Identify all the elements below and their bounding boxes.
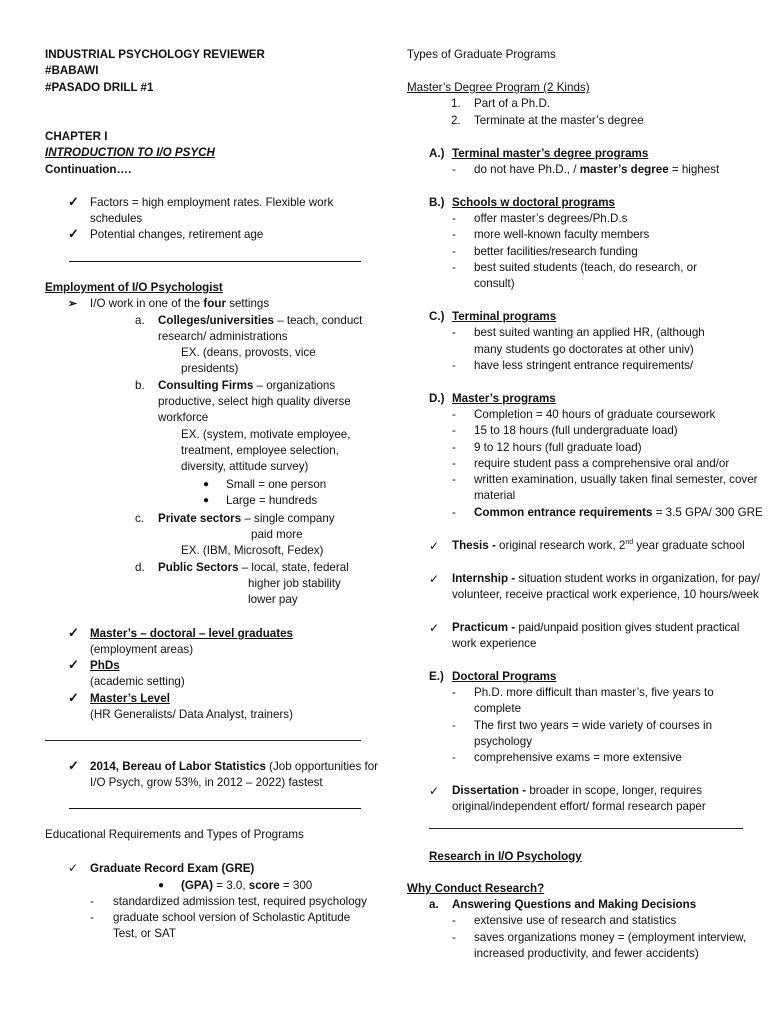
consulting-example: EX. (system, motivate employee, <box>181 428 351 441</box>
internship-text-cont: volunteer, receive practical work experience, 10 hours/week <box>452 588 759 601</box>
setting-colleges: Colleges/universities – teach, conduct <box>158 314 363 327</box>
setting-public-desc: higher job stability <box>248 577 341 590</box>
list-item: extensive use of research and statistics <box>474 914 677 927</box>
types-heading: Types of Graduate Programs <box>407 48 556 61</box>
bls-text: 2014, Bereau of Labor Statistics (Job opportunities for <box>90 760 379 773</box>
dash-marker: - <box>452 424 456 437</box>
consulting-example-cont2: diversity, attitude survey) <box>181 460 309 473</box>
setting-colleges-desc: research/ administrations <box>158 330 288 343</box>
list-item: more well-known faculty members <box>474 228 650 241</box>
list-item: psychology <box>474 735 533 748</box>
setting-consulting: Consulting Firms – organizations <box>158 379 336 392</box>
consulting-small: Small = one person <box>226 478 327 491</box>
dash-marker: - <box>452 931 456 944</box>
list-item: written examination, usually taken final semester, cover <box>474 473 758 486</box>
checkmark-icon: ✓ <box>68 690 79 705</box>
hashtag-babawi: #BABAWI <box>45 64 99 77</box>
factors-text: Factors = high employment rates. Flexible work <box>90 196 334 209</box>
edu-heading: Educational Requirements and Types of Programs <box>45 828 304 841</box>
dash-marker: - <box>452 212 456 225</box>
section-marker-a: A.) <box>429 147 445 160</box>
dash-marker: - <box>452 457 456 470</box>
list-item: better facilities/research funding <box>474 245 638 258</box>
setting-public-desc2: lower pay <box>248 593 298 606</box>
dash-marker: - <box>452 751 456 764</box>
chapter-label: CHAPTER I <box>45 130 108 143</box>
doctoral-programs-title: Doctoral Programs <box>452 670 557 683</box>
list-marker-a: a. <box>135 314 145 327</box>
dash-marker: - <box>452 506 456 519</box>
divider-line <box>45 740 361 741</box>
section-marker-e: E.) <box>429 670 444 683</box>
thesis-text: Thesis - original research work, 2nd year graduate school <box>452 539 745 552</box>
checkmark-icon: ✓ <box>429 539 440 553</box>
common-entrance-requirements: Common entrance requirements = 3.5 GPA/ 300 GRE <box>474 506 763 519</box>
list-item: best suited wanting an applied HR, (although <box>474 326 705 339</box>
level-masters: Master’s Level <box>90 692 170 705</box>
gpa-score: (GPA) = 3.0, score = 300 <box>181 879 313 892</box>
list-item: saves organizations money = (employment interview, <box>474 931 747 944</box>
level-masters-sub: (HR Generalists/ Data Analyst, trainers) <box>90 708 293 721</box>
bullet-icon: ● <box>203 479 210 490</box>
list-number-1: 1. <box>451 97 461 110</box>
dash-marker: - <box>452 163 456 176</box>
list-marker-c: c. <box>135 512 145 525</box>
list-item: 9 to 12 hours (full graduate load) <box>474 441 642 454</box>
hashtag-pasado-drill: #PASADO DRILL #1 <box>45 81 154 94</box>
arrow-bullet-icon: ➢ <box>68 298 78 310</box>
research-heading: Research in I/O Psychology <box>429 850 582 863</box>
list-item: offer master’s degrees/Ph.D.s <box>474 212 628 225</box>
dissertation-text-cont: original/independent effort/ formal research paper <box>452 800 706 813</box>
consulting-example-cont: treatment, employee selection, <box>181 444 339 457</box>
list-marker-a: a. <box>429 898 439 911</box>
masters-programs-title: Master’s programs <box>452 392 556 405</box>
list-item: The first two years = wide variety of courses in <box>474 719 713 732</box>
terminal-masters-title: Terminal master’s degree programs <box>452 147 649 160</box>
checkmark-icon: ✓ <box>68 625 79 640</box>
list-item: have less stringent entrance requirements/ <box>474 359 694 372</box>
list-item: increased productivity, and fewer accidents) <box>474 947 699 960</box>
gre-label: Graduate Record Exam (GRE) <box>90 862 255 875</box>
setting-private: Private sectors – single company <box>158 512 335 525</box>
checkmark-icon: ✓ <box>68 194 79 209</box>
setting-consulting-desc2: workforce <box>158 411 209 424</box>
divider-line <box>69 808 361 809</box>
kind-1: Part of a Ph.D. <box>474 97 551 110</box>
checkmark-icon: ✓ <box>68 657 79 672</box>
colleges-example-cont: presidents) <box>181 362 239 375</box>
dash-marker: - <box>90 895 94 908</box>
dash-marker: - <box>452 719 456 732</box>
dash-marker: - <box>452 228 456 241</box>
list-item: Ph.D. more difficult than master’s, five years to <box>474 686 714 699</box>
practicum-text-cont: work experience <box>452 637 537 650</box>
section-marker-c: C.) <box>429 310 445 323</box>
list-marker-d: d. <box>135 561 145 574</box>
dash-marker: - <box>452 261 456 274</box>
terminal-programs-title: Terminal programs <box>452 310 557 323</box>
gre-desc2: graduate school version of Scholastic Aptitude <box>113 911 351 924</box>
bls-text-cont: I/O Psych, grow 53%, in 2012 – 2022) fastest <box>90 776 323 789</box>
list-item: best suited students (teach, do research, or <box>474 261 697 274</box>
setting-private-desc: paid more <box>251 528 303 541</box>
list-item: many students go doctorates at other univ) <box>474 343 694 356</box>
level-phds: PhDs <box>90 659 120 672</box>
doctoral-schools-title: Schools w doctoral programs <box>452 196 615 209</box>
level-phds-sub: (academic setting) <box>90 675 185 688</box>
bullet-icon: ● <box>158 880 165 891</box>
masters-heading: Master’s Degree Program (2 Kinds) <box>407 81 590 94</box>
gre-desc1: standardized admission test, required psychology <box>113 895 367 908</box>
factors-text-cont: schedules <box>90 212 143 225</box>
list-item: complete <box>474 702 522 715</box>
list-item: consult) <box>474 277 515 290</box>
internship-text: Internship - situation student works in organization, for pay/ <box>452 572 761 585</box>
dash-marker: - <box>452 359 456 372</box>
checkmark-icon: ✓ <box>429 572 440 586</box>
checkmark-icon: ✓ <box>68 861 79 875</box>
continuation-label: Continuation…. <box>45 163 132 176</box>
why-research-heading: Why Conduct Research? <box>407 882 545 895</box>
setting-consulting-desc: productive, select high quality diverse <box>158 395 351 408</box>
list-number-2: 2. <box>451 114 461 127</box>
list-item: Completion = 40 hours of graduate coursework <box>474 408 716 421</box>
section-marker-b: B.) <box>429 196 445 209</box>
dash-marker: - <box>90 911 94 924</box>
private-example: EX. (IBM, Microsoft, Fedex) <box>181 544 324 557</box>
document-title: INDUSTRIAL PSYCHOLOGY REVIEWER <box>45 48 265 61</box>
level-graduates-sub: (employment areas) <box>90 643 194 656</box>
chapter-title: INTRODUCTION TO I/O PSYCH <box>45 146 215 159</box>
dash-marker: - <box>452 441 456 454</box>
dash-marker: - <box>452 245 456 258</box>
list-marker-b: b. <box>135 379 145 392</box>
potential-changes-text: Potential changes, retirement age <box>90 228 264 241</box>
divider-line <box>69 261 361 262</box>
dash-marker: - <box>452 686 456 699</box>
checkmark-icon: ✓ <box>68 758 79 773</box>
dash-marker: - <box>452 914 456 927</box>
dissertation-text: Dissertation - broader in scope, longer, requires <box>452 784 703 797</box>
list-item: comprehensive exams = more extensive <box>474 751 682 764</box>
setting-public: Public Sectors – local, state, federal <box>158 561 349 574</box>
consulting-large: Large = hundreds <box>226 494 318 507</box>
employment-heading: Employment of I/O Psychologist <box>45 281 223 294</box>
checkmark-icon: ✓ <box>68 226 79 241</box>
bullet-icon: ● <box>203 495 210 506</box>
answering-questions-title: Answering Questions and Making Decisions <box>452 898 697 911</box>
practicum-text: Practicum - paid/unpaid position gives student practical <box>452 621 740 634</box>
divider-line <box>429 828 743 829</box>
dash-marker: - <box>452 408 456 421</box>
list-item: require student pass a comprehensive oral and/or <box>474 457 730 470</box>
colleges-example: EX. (deans, provosts, vice <box>181 346 316 359</box>
checkmark-icon: ✓ <box>429 784 440 798</box>
employment-intro: I/O work in one of the four settings <box>90 297 270 310</box>
list-item: 15 to 18 hours (full undergraduate load) <box>474 424 678 437</box>
checkmark-icon: ✓ <box>429 621 440 635</box>
terminal-masters-desc: do not have Ph.D., / master’s degree = highest <box>474 163 720 176</box>
kind-2: Terminate at the master’s degree <box>474 114 644 127</box>
section-marker-d: D.) <box>429 392 445 405</box>
gre-desc2-cont: Test, or SAT <box>113 927 176 940</box>
dash-marker: - <box>452 473 456 486</box>
list-item: material <box>474 489 516 502</box>
dash-marker: - <box>452 326 456 339</box>
level-graduates: Master’s – doctoral – level graduates <box>90 627 293 640</box>
